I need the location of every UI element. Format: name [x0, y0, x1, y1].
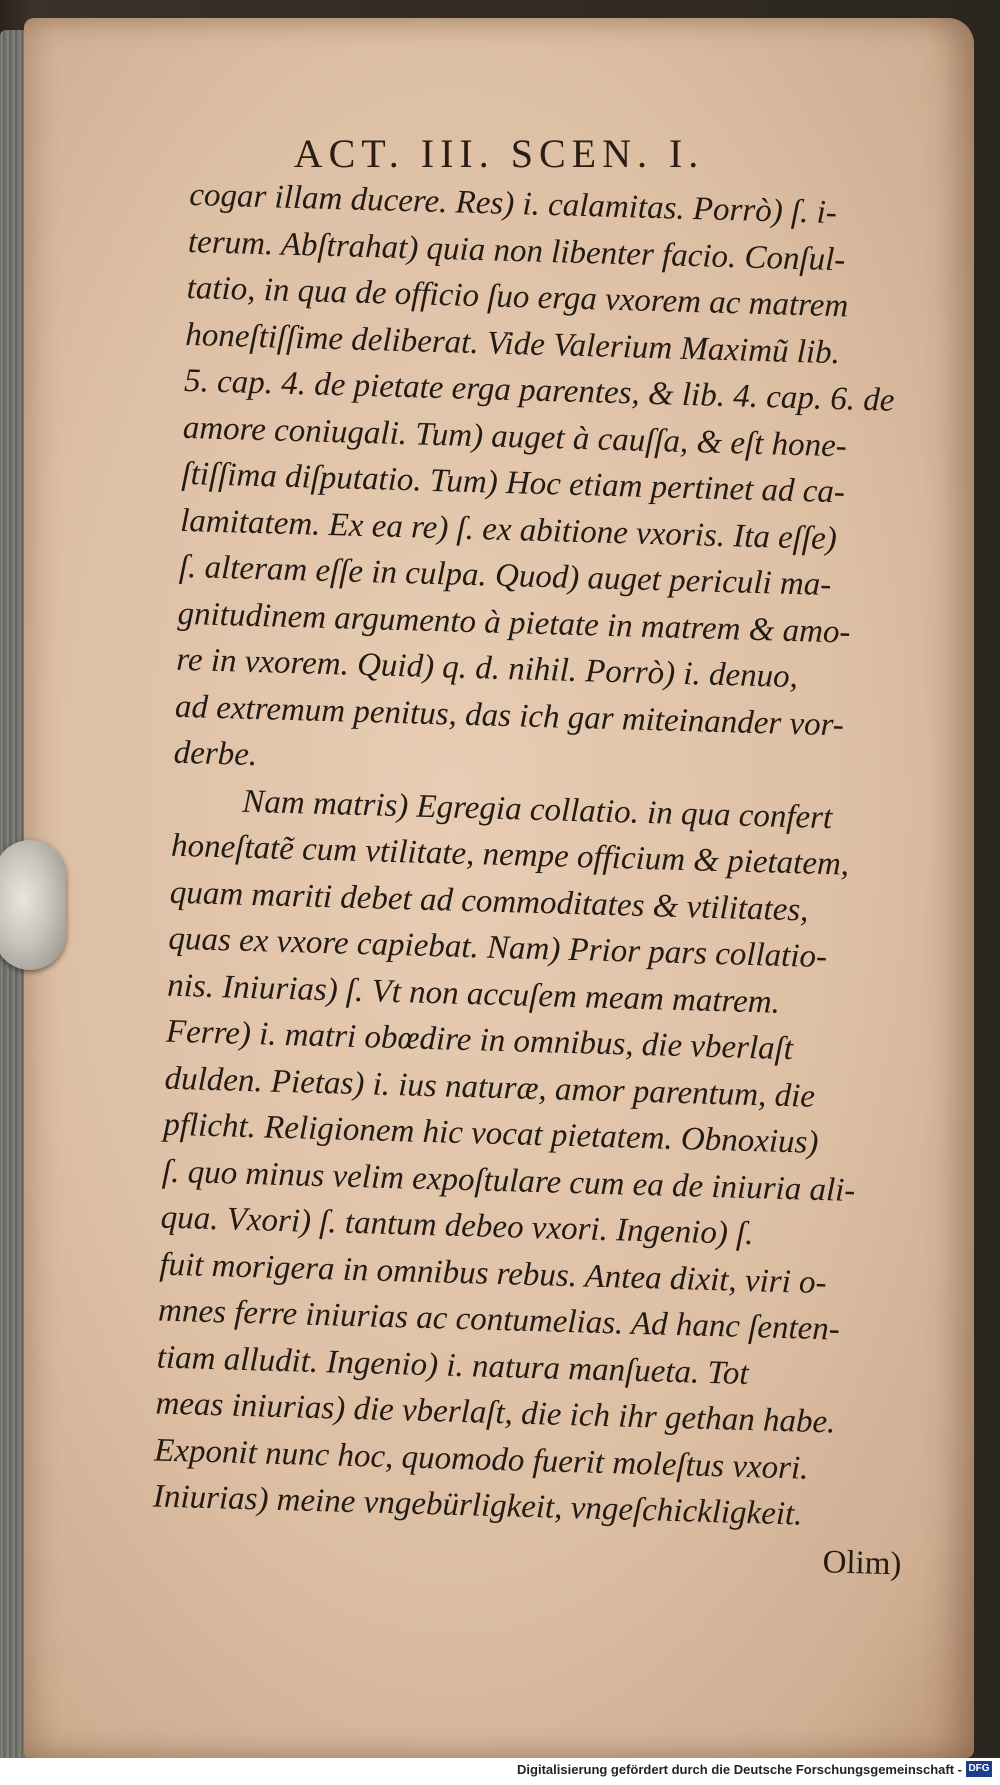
dfg-logo-icon: DFG: [966, 1761, 992, 1777]
text-line: qua. Vxori) ſ. tantum debeo vxori. Ingenio) ſ.: [160, 1199, 755, 1253]
text-line: cogar illam ducere. Res) i. calamitas. Porrò) ſ. i-: [188, 176, 838, 232]
text-line: dulden. Pietas) i. ius naturæ, amor parentum, die: [164, 1060, 816, 1115]
catchword: Olim): [822, 1543, 902, 1582]
text-line: tiam alludit. Ingenio) i. natura manſueta. Tot: [156, 1339, 750, 1392]
text-line: quam mariti debet ad commoditates & vtilitates,: [169, 874, 809, 929]
text-line: lamitatem. Ex ea re) ſ. ex abitione vxoris. Ita eſſe): [179, 502, 838, 557]
text-line: tatio, in qua de officio ſuo erga vxorem ac matrem: [186, 269, 849, 325]
text-line: meas iniurias) die vberlaſt, die ich ihr gethan habe.: [155, 1385, 836, 1441]
text-line: honeſtatẽ cum vtilitate, nempe officium & pietatem,: [170, 827, 850, 883]
text-line: Exponit nunc hoc, quomodo fuerit moleſtus vxori.: [153, 1432, 809, 1487]
text-line: ſtiſſima diſputatio. Tum) Hoc etiam pertinet ad ca-: [181, 455, 846, 511]
text-line: gnitudinem argumento à pietate in matrem & amo-: [177, 595, 851, 651]
commentary-text: [151, 172, 960, 1588]
running-head: ACT. III. SCEN. I.: [293, 131, 705, 176]
text-line: ſ. quo minus velim expoſtulare cum ea de iniuria ali-: [161, 1153, 856, 1209]
text-line: terum. Abſtrahat) quia non libenter facio. Conſul-: [187, 223, 846, 278]
text-line: derbe.: [173, 734, 258, 774]
text-line: quas ex vxore capiebat. Nam) Prior pars collatio-: [168, 920, 828, 976]
text-line: honeſtiſſime deliberat. Vide Valerium Maximũ lib.: [184, 316, 841, 371]
text-line: ad extremum penitus, das ich gar miteinander vor-: [174, 688, 845, 743]
text-line: nis. Iniurias) ſ. Vt non accuſem meam matrem.: [166, 967, 781, 1021]
text-line: pflicht. Religionem hic vocat pietatem. Obnoxius): [162, 1106, 819, 1161]
text-line: fuit morigera in omnibus rebus. Antea dixit, viri o-: [158, 1246, 828, 1301]
text-line: Ferre) i. matri obœdire in omnibus, die vberlaſt: [165, 1013, 794, 1068]
digitization-credit: Digitalisierung gefördert durch die Deutsche Forschungsgemeinschaft -: [517, 1762, 962, 1777]
text-line: mnes ferre iniurias ac contumelias. Ad hanc ſenten-: [157, 1292, 841, 1348]
paragraph-start-line: Nam matris) Egregia collatio. in qua confert: [241, 783, 833, 836]
text-line: ſ. alteram eſſe in culpa. Quod) auget periculi ma-: [178, 548, 832, 604]
text-line: Iniurias) meine vngebürligkeit, vngeſchickligkeit.: [152, 1478, 803, 1533]
text-line: re in vxorem. Quid) q. d. nihil. Porrò) i. denuo,: [175, 641, 799, 696]
book-clasp-icon: [0, 840, 66, 970]
text-line: 5. cap. 4. de pietate erga parentes, & lib. 4. cap. 6. de: [183, 362, 895, 419]
text-line: amore coniugali. Tum) auget à cauſſa, & eſt hone-: [182, 409, 848, 464]
